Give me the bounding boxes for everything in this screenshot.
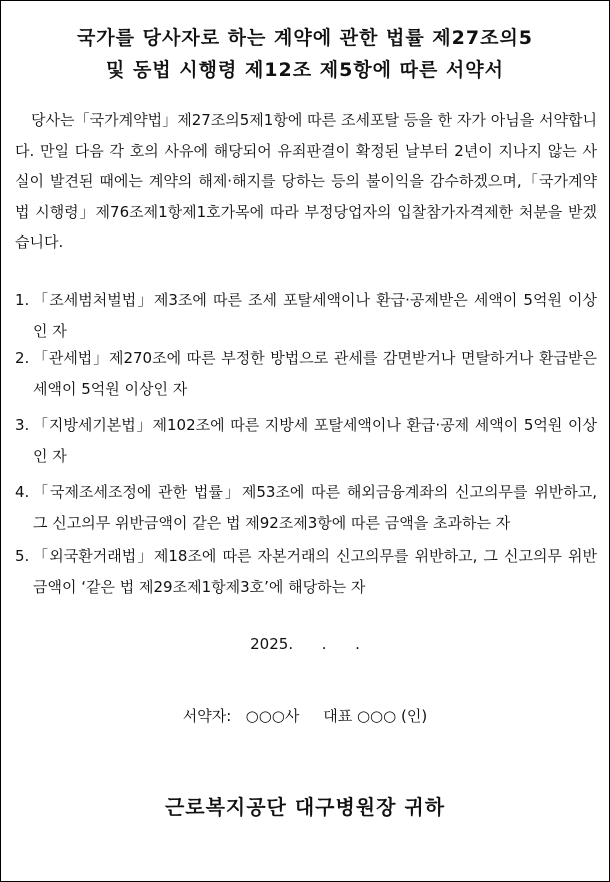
date-line: 2025. . . (250, 635, 360, 653)
list-item-number: 4. (15, 483, 30, 501)
document-title-line-1: 국가를 당사자로 하는 계약에 관한 법률 제27조의5 (76, 27, 534, 49)
list-item-number: 5. (15, 547, 30, 565)
recipient-line: 근로복지공단 대구병원장 귀하 (164, 795, 446, 819)
list-item-number: 2. (15, 349, 30, 367)
list-item (15, 477, 597, 539)
pledge-intro-paragraph: 당사는「국가계약법」제27조의5제1항에 따른 조세포탈 등을 한 자가 아님을 서약합니다. 만일 다음 각 호의 사유에 해당되어 유죄판결이 확정된 날부터 2년이 지나지 않는 사실이 발견된 때에는 계약의 해제·해지를 당하는 등의 불이익을 감수하겠으며,「국가계약법 시행령」제76조제1항제1호가목에 따라 부정당업자의 입찰참가자격제한 처분을 받겠습니다. (15, 111, 597, 251)
list-item-text: 「외국환거래법」제18조에 따른 자본거래의 신고의무를 위반하고, 그 신고의무 위반금액이 ‘같은 법 제29조제1항제3호’에 해당하는 자 (33, 547, 597, 596)
list-item-text: 「지방세기본법」제102조에 따른 지방세 포탈세액이나 환급·공제 세액이 5억원 이상인 자 (33, 416, 597, 465)
signature-line: 서약자: ○○○사 대표 ○○○ (인) (182, 707, 428, 725)
list-item (15, 410, 597, 472)
list-item (15, 541, 597, 603)
list-item-number: 1. (15, 291, 30, 309)
list-item-text: 「조세범처벌법」제3조에 따른 조세 포탈세액이나 환급·공제받은 세액이 5억원 이상인 자 (33, 291, 597, 340)
list-item (15, 285, 597, 347)
list-item-number: 3. (15, 416, 30, 434)
list-item-text: 「관세법」제270조에 따른 부정한 방법으로 관세를 감면받거나 면탈하거나 환급받은 세액이 5억원 이상인 자 (33, 349, 597, 398)
document-title-line-2: 및 동법 시행령 제12조 제5항에 따른 서약서 (105, 59, 504, 81)
list-item (15, 343, 597, 405)
list-item-text: 「국제조세조정에 관한 법률」제53조에 따른 해외금융계좌의 신고의무를 위반하고, 그 신고의무 위반금액이 같은 법 제92조제3항에 따른 금액을 초과하는 자 (33, 483, 597, 532)
